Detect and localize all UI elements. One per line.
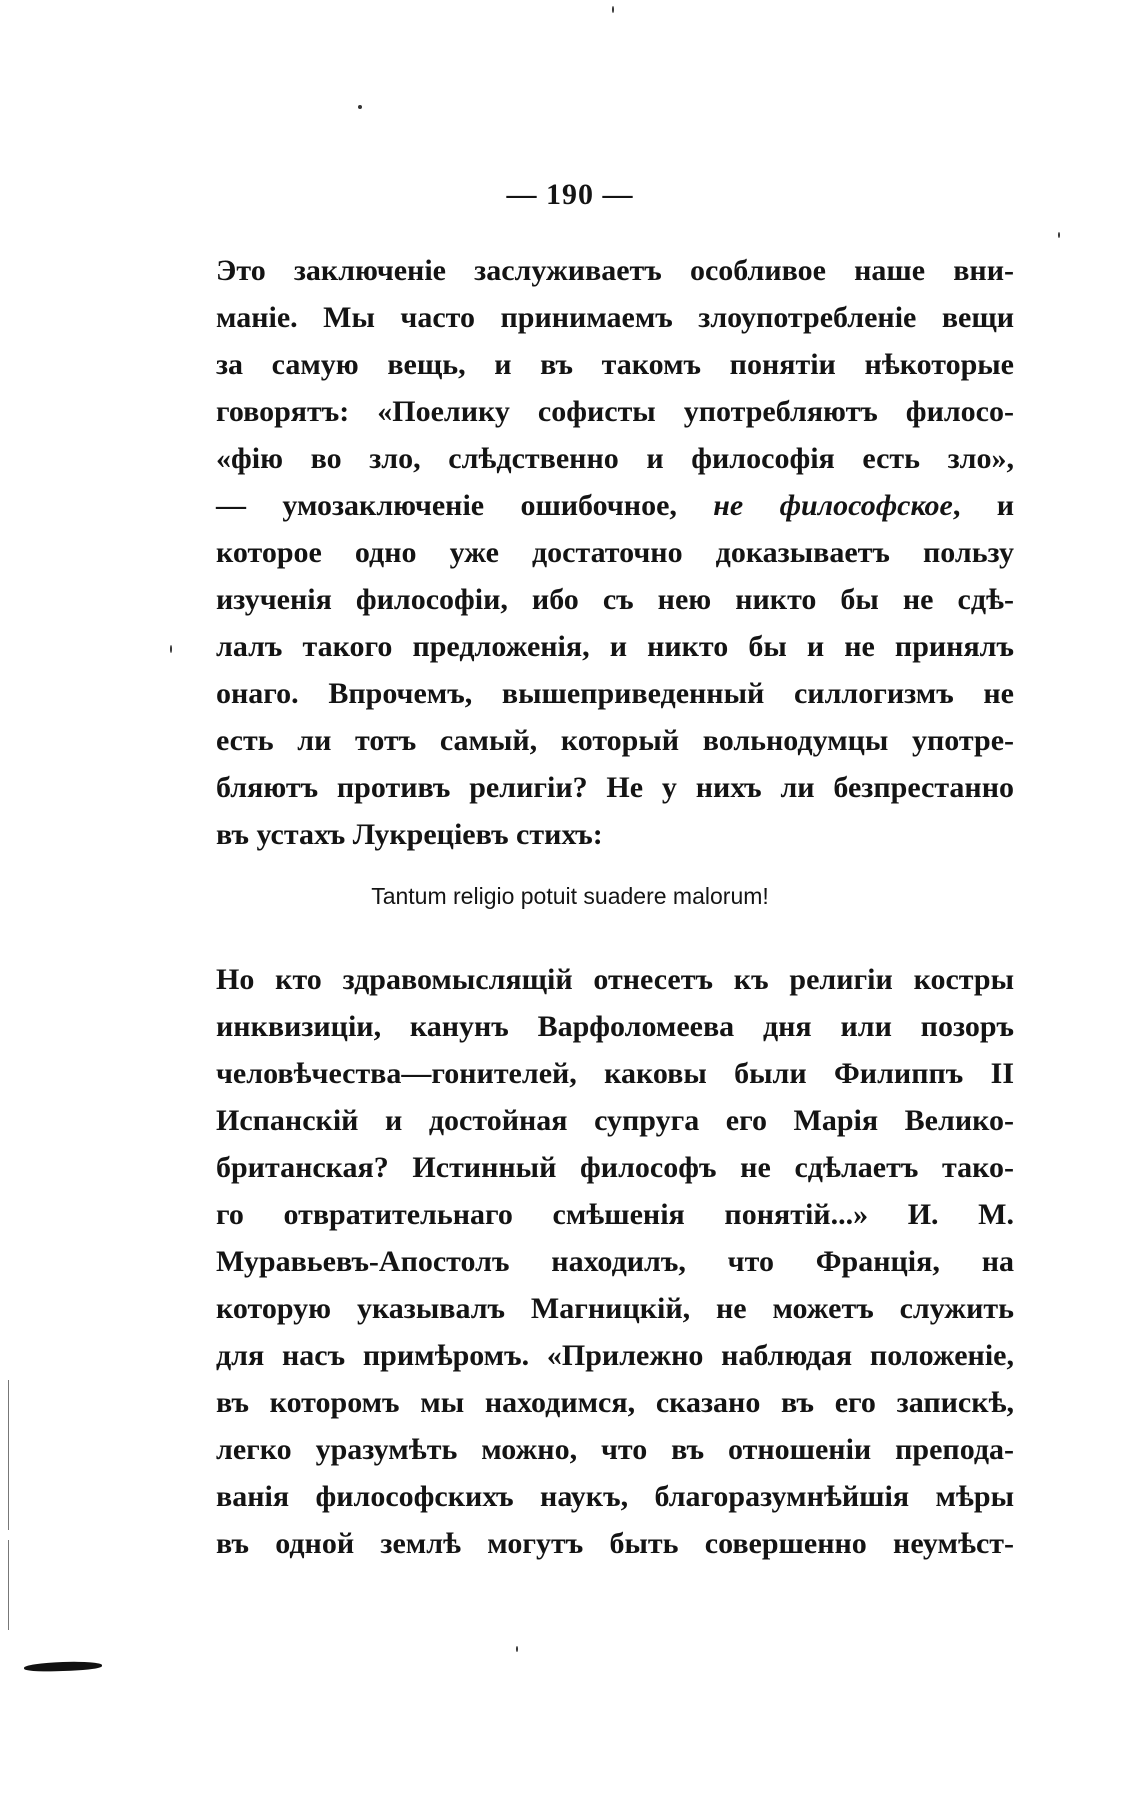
- text-line: Это заключенiе заслуживаетъ особливое наше вни-: [216, 254, 1014, 287]
- text-line: для насъ примѣромъ. «Прилежно наблюдая положенiе,: [216, 1339, 1014, 1372]
- latin-quote: Tantum religio potuit suadere malorum!: [371, 883, 769, 909]
- text-line: манiе. Мы часто принимаемъ злоупотребленiе вещи: [216, 301, 1014, 334]
- text-line: [216, 482, 1014, 529]
- text-line: инквизицiи, канунъ Варфоломеева дня или позоръ: [216, 1010, 1014, 1043]
- scan-speck: [1058, 232, 1060, 238]
- text-line: изученiя философiи, ибо съ нею никто бы не сдѣ-: [216, 583, 1014, 616]
- ink-blot: [24, 1661, 102, 1673]
- text-line: въ одной землѣ могутъ быть совершенно неумѣст-: [216, 1527, 1014, 1560]
- paragraph-2: [216, 956, 1014, 1567]
- text-line: въ которомъ мы находимся, сказано въ его запискѣ,: [216, 1386, 1014, 1419]
- text-line: Испанскiй и достойная супруга его Марiя Велико-: [216, 1104, 1014, 1137]
- text-line: Но кто здравомыслящiй отнесетъ къ религiи костры: [216, 963, 1014, 996]
- text-line: бляютъ противъ религiи? Не у нихъ ли безпрестанно: [216, 771, 1014, 804]
- text-line: лалъ такого предложенiя, и никто бы и не принялъ: [216, 630, 1014, 663]
- text-line: ванiя философскихъ наукъ, благоразумнѣйшiя мѣры: [216, 1480, 1014, 1513]
- text-line: за самую вещь, и въ такомъ понятiи нѣкоторые: [216, 348, 1014, 381]
- text-segment: , и: [952, 489, 1015, 522]
- text-segment: — умозаключенiе ошибочное,: [216, 489, 677, 522]
- text-line: которую указывалъ Магницкiй, не можетъ служить: [216, 1292, 1014, 1325]
- scan-margin-line: [8, 1540, 9, 1630]
- text-line: британская? Истинный философъ не сдѣлаетъ тако-: [216, 1151, 1014, 1184]
- paragraph-1: [216, 247, 1014, 858]
- scan-speck: [612, 6, 614, 13]
- text-line: говорятъ: «Поелику софисты употребляютъ филосо-: [216, 395, 1014, 428]
- page-number: — 190 —: [506, 178, 634, 211]
- text-line: легко уразумѣть можно, что въ отношенiи препода-: [216, 1433, 1014, 1466]
- scan-margin-line: [8, 1380, 9, 1530]
- text-line: которое одно уже достаточно доказываетъ пользу: [216, 536, 1014, 569]
- scan-speck: [516, 1646, 518, 1652]
- text-line: го отвратительнаго смѣшенiя понятiй...» И. М.: [216, 1198, 1014, 1231]
- italic-phrase: не философское: [713, 489, 953, 522]
- text-line: въ устахъ Лукрецiевъ стихъ:: [216, 818, 603, 851]
- text-line: есть ли тотъ самый, который вольнодумцы употре-: [216, 724, 1014, 757]
- text-line: «фiю во зло, слѣдственно и философiя есть зло»,: [216, 442, 1014, 475]
- text-line: Муравьевъ-Апостолъ находилъ, что Францiя, на: [216, 1245, 1014, 1278]
- text-line: человѣчества—гонителей, каковы были Филиппъ II: [216, 1057, 1014, 1090]
- scan-speck: [170, 645, 172, 653]
- text-line: онаго. Впрочемъ, вышеприведенный силлогизмъ не: [216, 677, 1014, 710]
- scan-speck: [358, 105, 362, 109]
